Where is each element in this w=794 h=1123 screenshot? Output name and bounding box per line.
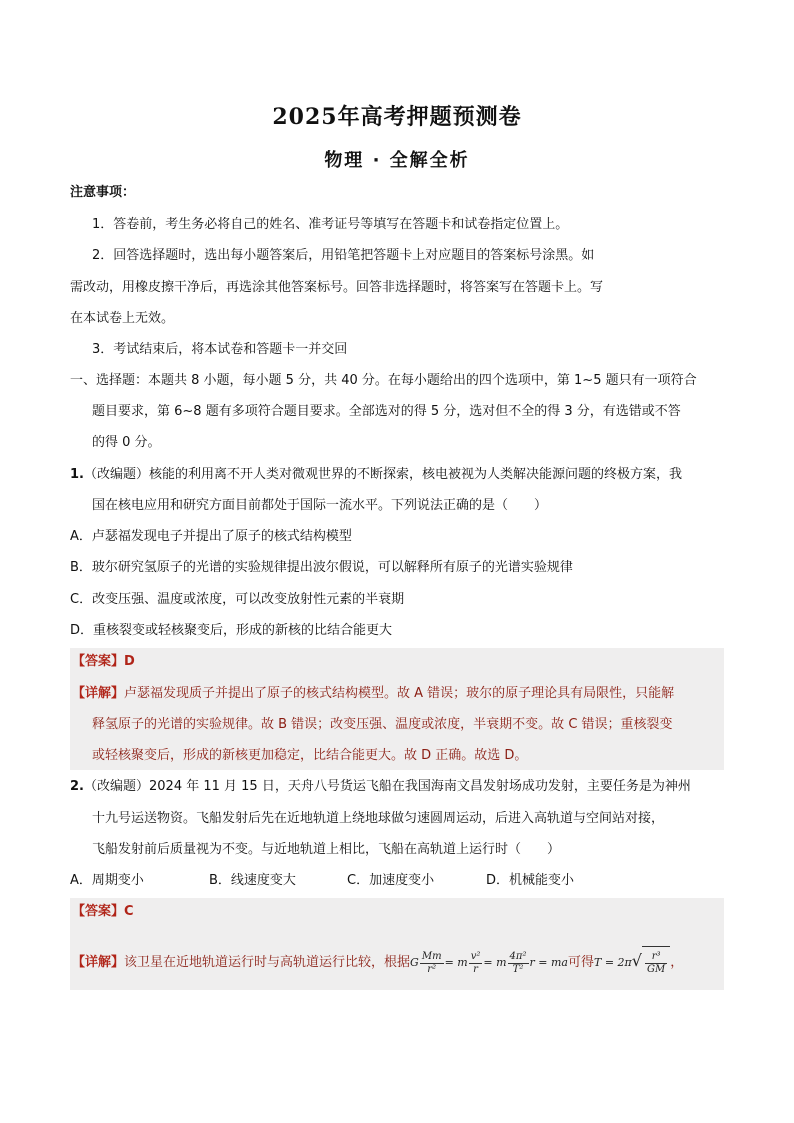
q1-option-b: B．玻尔研究氢原子的光谱的实验规律提出波尔假说，可以解释所有原子的光谱实验规律 — [70, 560, 573, 575]
q2-option-a: A．周期变小 — [70, 873, 144, 888]
q2-answer-value: C — [124, 904, 134, 919]
q1-option-a: A．卢瑟福发现电子并提出了原子的核式结构模型 — [70, 529, 352, 544]
formula-tail: ， — [670, 955, 684, 970]
q2-formula — [410, 950, 568, 975]
q1-detail-line-2: 释氢原子的光谱的实验规律。故 B 错误；改变压强、温度或浓度，半衰期不变。故 C 错误；重核裂变 — [92, 717, 673, 732]
frac-num: v² — [470, 950, 481, 962]
q1-answer-label: 【答案】 — [72, 654, 125, 669]
frac-num: 4π² — [509, 950, 527, 962]
section-1-prefix: 一、选择题： — [70, 373, 149, 388]
formula-sqrt — [642, 946, 670, 981]
formula-eq-1: = m — [444, 956, 468, 969]
section-1-line-1 — [70, 372, 697, 390]
formula-frac-mm-r2 — [420, 951, 444, 976]
q1-answer-value: D — [124, 654, 135, 669]
frac-den: GM — [646, 964, 666, 975]
q1-option-c: C．改变压强、温度或浓度，可以改变放射性元素的半衰期 — [70, 592, 405, 607]
formula-g: G — [410, 956, 419, 969]
q2-stem-text: 2024 年 11 月 15 日，天舟八号货运飞船在我国海南文昌发射场成功发射，主要任务是为神州 — [149, 779, 691, 794]
q2-stem-line-3: 飞船发射前后质量视为不变。与近地轨道上相比，飞船在高轨道上运行时（ ） — [92, 842, 561, 857]
frac-den: r² — [427, 963, 437, 975]
q1-stem-line-2: 国在核电应用和研究方面目前都处于国际一流水平。下列说法正确的是（ ） — [92, 498, 548, 513]
formula-frac-v2-r — [469, 951, 483, 976]
q2-formula-result — [593, 951, 670, 975]
q2-detail-label: 【详解】 — [72, 955, 125, 970]
notice-item-2-line-2: 需改动，用橡皮擦干净后，再选涂其他答案标号。回答非选择题时，将答案写在答题卡上。写 — [70, 280, 604, 295]
q2-tag: （改编题） — [83, 779, 149, 794]
q1-detail-text-1: 卢瑟福发现质子并提出了原子的核式结构模型。故 A 错误；玻尔的原子理论具有局限性，只能解 — [124, 686, 675, 701]
q2-number: 2. — [70, 779, 84, 794]
q2-stem-line-2: 十九号运送物资。飞船发射后先在近地轨道上绕地球做匀速圆周运动，后进入高轨道与空间站对接， — [92, 811, 665, 826]
notice-heading: 注意事项： — [70, 185, 136, 200]
sqrt-sign-icon: √ — [631, 951, 642, 970]
section-1-line-3: 的得 0 分。 — [92, 435, 161, 450]
q2-detail-line — [72, 944, 683, 981]
frac-num: r³ — [645, 951, 667, 964]
q1-tag: （改编题） — [83, 467, 149, 482]
section-1-line-1-rest: 本题共 8 小题，每小题 5 分，共 40 分。在每小题给出的四个选项中，第 1~5 题只有一项符合 — [148, 373, 697, 388]
q1-option-d: D．重核裂变或轻核聚变后，形成的新核的比结合能更大 — [70, 623, 393, 638]
q1-stem-text: 核能的利用离不开人类对微观世界的不断探索，核电被视为人类解决能源问题的终极方案，我 — [149, 467, 683, 482]
frac-num: Mm — [421, 950, 442, 962]
q1-answer — [72, 653, 135, 671]
q1-detail-label: 【详解】 — [72, 686, 125, 701]
formula-eq-3: r = ma — [529, 956, 568, 969]
q1-detail-line-3: 或轻核聚变后，形成的新核更加稳定，比结合能更大。故 D 正确。故选 D。 — [92, 748, 528, 763]
q2-answer — [72, 903, 134, 921]
formula-eq-2: = m — [483, 956, 507, 969]
notice-item-2-line-3: 在本试卷上无效。 — [70, 311, 175, 326]
page-subtitle: 物理 · 全解全析 — [324, 150, 470, 171]
q2-option-d: D．机械能变小 — [486, 873, 575, 888]
formula-t: T = 2π — [593, 956, 632, 969]
formula-frac-r3-gm — [645, 951, 667, 976]
q1-detail-line-1 — [72, 685, 674, 703]
notice-item-3: 3．考试结束后，将本试卷和答题卡一并交回 — [92, 342, 348, 357]
section-1-line-2: 题目要求，第 6~8 题有多项符合题目要求。全部选对的得 5 分，选对但不全的得 3 分，有选错或不答 — [92, 404, 681, 419]
notice-item-2-line-1: 2．回答选择题时，选出每小题答案后，用铅笔把答题卡上对应题目的答案标号涂黑。如 — [92, 248, 595, 263]
q2-option-c: C．加速度变小 — [347, 873, 435, 888]
q1-number: 1. — [70, 467, 84, 482]
frac-den: r — [473, 963, 478, 975]
page-title: 2025年高考押题预测卷 — [272, 104, 522, 130]
q2-stem-line-1 — [70, 778, 691, 796]
notice-item-1: 1．答卷前，考生务必将自己的姓名、准考证号等填写在答题卡和试卷指定位置上。 — [92, 217, 569, 232]
formula-frac-4pi2-t2 — [508, 951, 529, 976]
q1-stem-line-1 — [70, 466, 682, 484]
q2-option-b: B．线速度变大 — [209, 873, 296, 888]
q2-answer-label: 【答案】 — [72, 904, 125, 919]
formula-connector: 可得 — [567, 955, 594, 970]
q2-detail-text: 该卫星在近地轨道运行时与高轨道运行比较，根据 — [124, 955, 411, 970]
frac-den: T² — [512, 963, 524, 975]
